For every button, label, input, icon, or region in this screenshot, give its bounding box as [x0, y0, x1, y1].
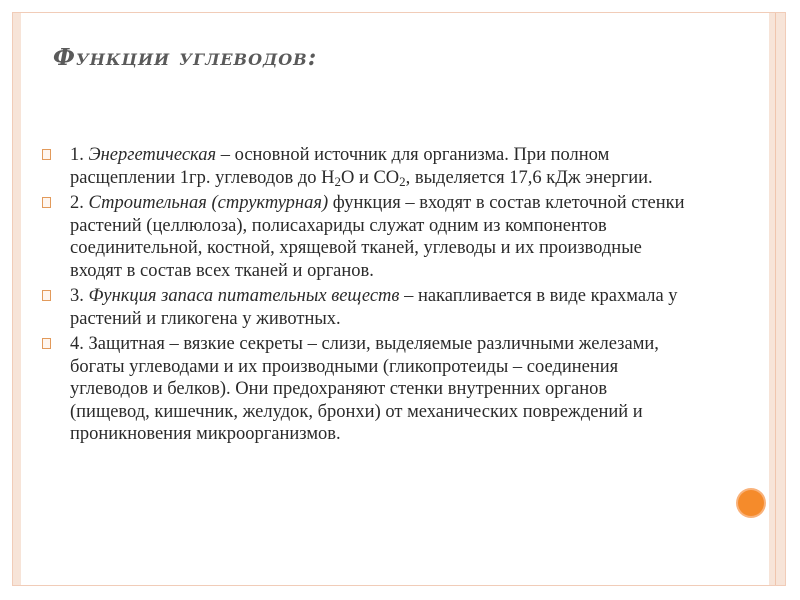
subscript: 2 [399, 173, 406, 189]
item-text: О и СО [340, 167, 400, 188]
item-number: 3. [70, 286, 89, 306]
item-text: – накапливается в виде крахмала у растений и гликогена у животных. [70, 286, 678, 329]
list-item-energy [40, 144, 690, 189]
item-text: 4. Защитная – вязкие секреты – слизи, выделяемые различными железами, богаты углеводами и их производными (гликопротеиды – соединения углеводов и белков). Они предохраняют стенки внутренних органов (пищевод, кишечник, желудок, бронхи) от механических повреждений и проникновения микроорганизмов. [70, 334, 659, 444]
slide-title: Функции углеводов: [53, 44, 318, 71]
item-text: , выделяется 17,6 кДж энергии. [405, 167, 653, 188]
list-item-storage [40, 285, 690, 330]
item-term: Энергетическая [88, 145, 217, 165]
square-bullet-icon [42, 197, 51, 208]
item-term: Функция запаса питательных веществ [88, 286, 400, 306]
square-bullet-icon [42, 290, 51, 301]
bullet-list [40, 144, 690, 449]
square-bullet-icon [42, 149, 51, 160]
subscript: 2 [334, 173, 341, 189]
list-item-structural [40, 192, 690, 282]
orange-circle-icon [738, 490, 764, 516]
item-text: – основной источник для организма. При полном расщеплении 1гр. углеводов до Н [70, 145, 610, 188]
item-number: 1. [70, 145, 89, 165]
list-item-protective [40, 333, 690, 446]
square-bullet-icon [42, 338, 51, 349]
item-term: Строительная (структурная) [88, 193, 329, 213]
item-number: 2. [70, 193, 89, 213]
item-text: функция – входят в состав клеточной стенки растений (целлюлоза), полисахариды служат одним из компонентов соединительной, костной, хрящевой тканей, углеводы и их производные входят в состав всех тканей и органов. [70, 193, 685, 281]
